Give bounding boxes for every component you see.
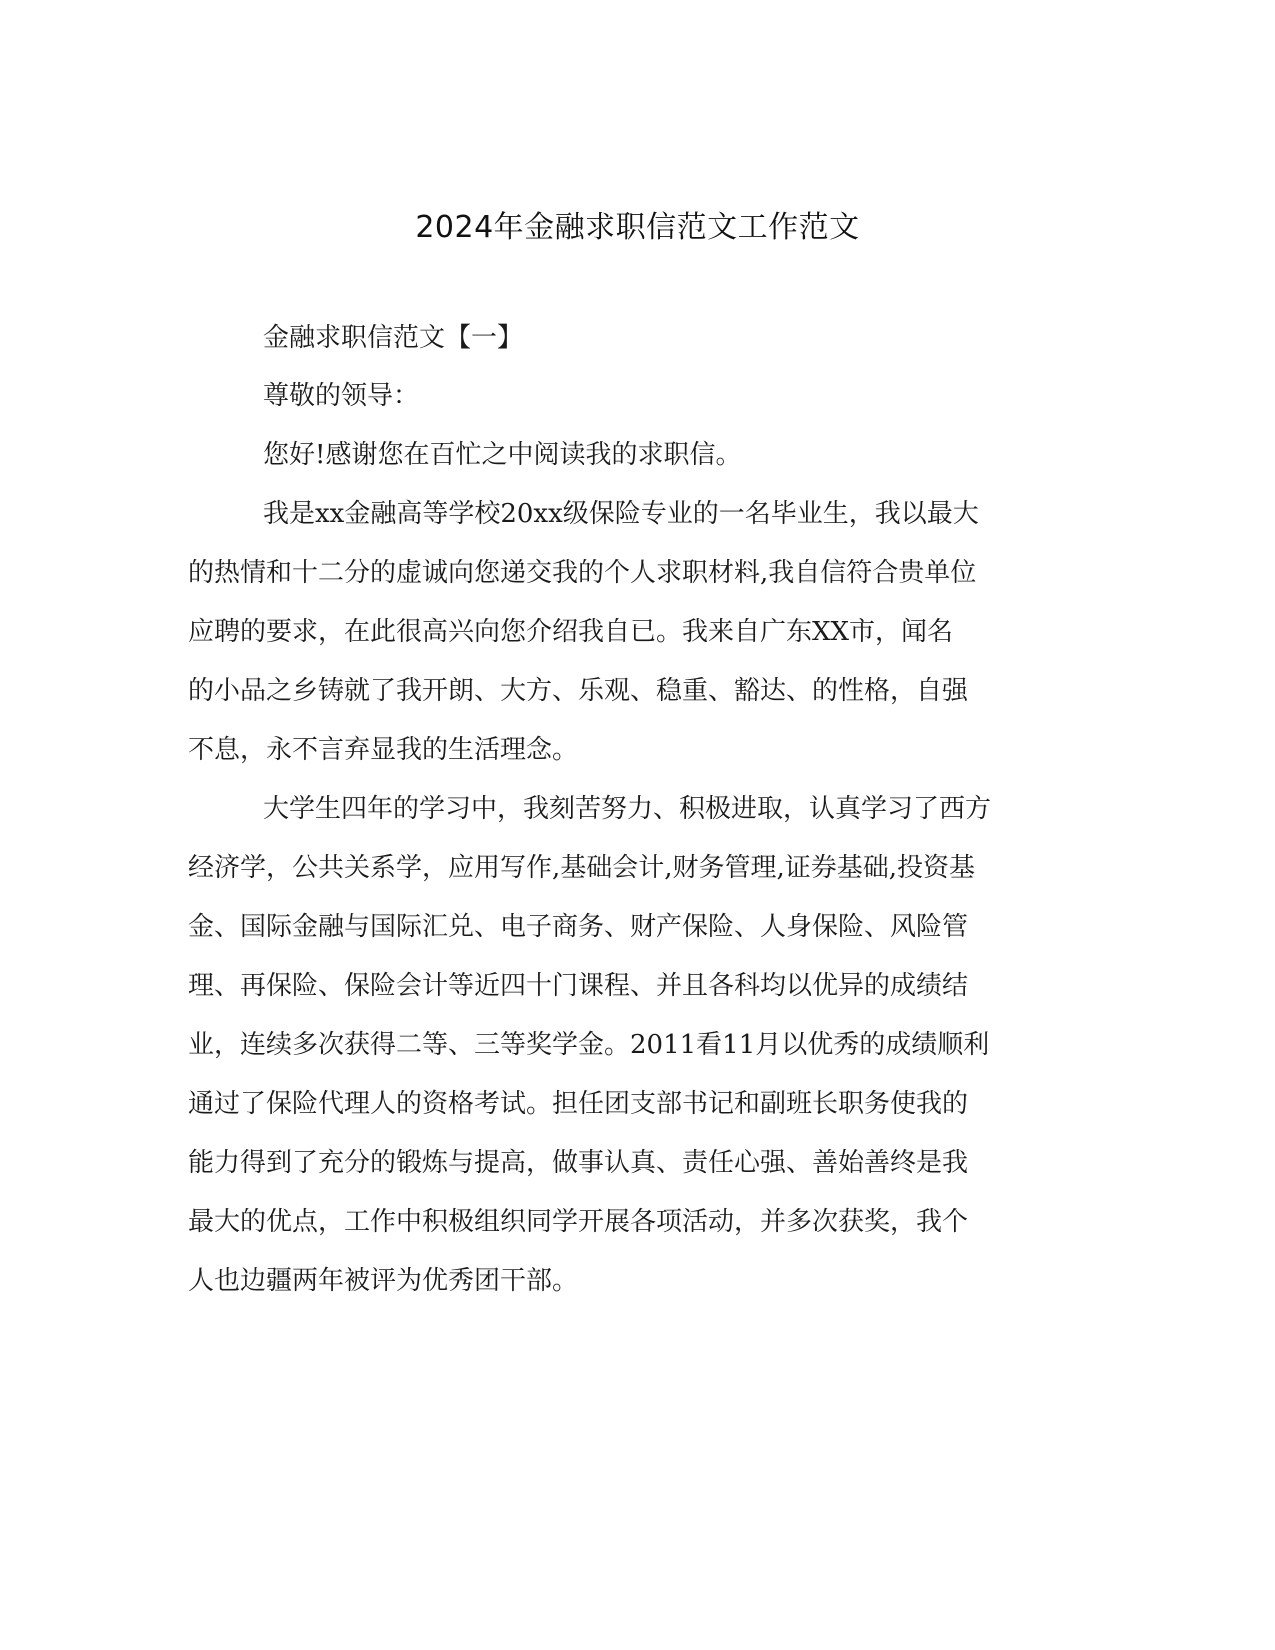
paragraph-1-line-4: 的小品之乡铸就了我开朗、大方、乐观、稳重、豁达、的性格，自强 [188,676,969,706]
paragraph-2-line-2: 经济学，公共关系学，应用写作,基础会计,财务管理,证券基础,投资基 [188,853,976,883]
salutation: 尊敬的领导： [263,381,420,411]
paragraph-2-line-6: 通过了保险代理人的资格考试。担任团支部书记和副班长职务使我的 [188,1089,969,1119]
paragraph-2-line-9: 人也边疆两年被评为优秀团干部。 [188,1266,579,1296]
paragraph-1-line-1: 我是xx金融高等学校20xx级保险专业的一名毕业生，我以最大 [263,499,979,529]
paragraph-1-line-3: 应聘的要求，在此很高兴向您介绍我自已。我来自广东XX市，闻名 [188,617,954,647]
paragraph-2-line-5: 业，连续多次获得二等、三等奖学金。2011看11月以优秀的成绩顺利 [188,1030,990,1060]
paragraph-2-line-4: 理、再保险、保险会计等近四十门课程、并且各科均以优异的成绩结 [188,971,969,1001]
section-heading: 金融求职信范文【一】 [263,323,524,353]
greeting-line: 您好!感谢您在百忙之中阅读我的求职信。 [263,440,742,470]
document-title: 2024年金融求职信范文工作范文 [415,210,860,245]
paragraph-2-line-7: 能力得到了充分的锻炼与提高，做事认真、责任心强、善始善终是我 [188,1148,969,1178]
paragraph-1-line-2: 的热情和十二分的虚诚向您递交我的个人求职材料,我自信符合贵单位 [188,558,977,588]
paragraph-2-line-1: 大学生四年的学习中，我刻苦努力、积极进取，认真学习了西方 [263,794,992,824]
paragraph-2-line-3: 金、国际金融与国际汇兑、电子商务、财产保险、人身保险、风险管 [188,912,969,942]
paragraph-1-line-5: 不息，永不言弃显我的生活理念。 [188,735,579,765]
paragraph-2-line-8: 最大的优点，工作中积极组织同学开展各项活动，并多次获奖，我个 [188,1207,969,1237]
